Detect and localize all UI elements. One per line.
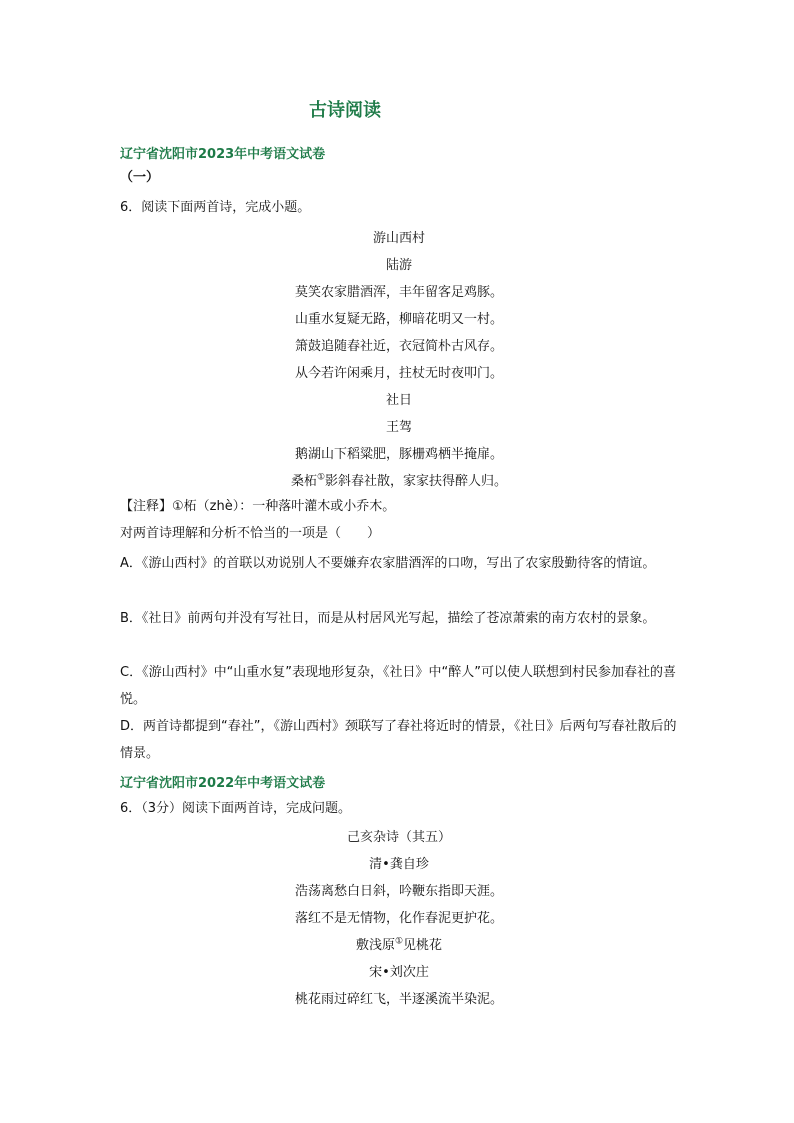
option-b: B．《社日》前两句并没有写社日，而是从村居风光写起，描绘了苍凉萧索的南方农村的景象。: [120, 611, 656, 626]
poem-line-part: 影斜春社散，家家扶得醉人归。: [325, 474, 508, 489]
poem-line: 浩荡离愁白日斜，吟鞭东指即天涯。: [294, 884, 503, 899]
poem-author-liucizhuang: 宋•刘次庄: [369, 965, 429, 980]
poem-title-sheri: 社日: [385, 393, 412, 408]
poem-title-part: 敷浅原: [355, 938, 395, 953]
part-label: （一）: [120, 170, 160, 185]
poem-title-youshanxicun: 游山西村: [372, 231, 425, 246]
option-c: C．《游山西村》中“山重水复”表现地形复杂，《社日》中“醉人”可以使人联想到村民参加春社的喜悦。: [120, 665, 677, 707]
poem-author-wangjia: 王驾: [385, 420, 412, 435]
poem-line: 桃花雨过碎红飞，半逐溪流半染泥。: [294, 992, 503, 1007]
poem-line: 山重水复疑无路，柳暗花明又一村。: [294, 312, 503, 327]
page-title: 古诗阅读: [309, 100, 381, 121]
footnote-marker: ①: [394, 936, 404, 947]
poem-line: 莫笑农家腊酒浑，丰年留客足鸡豚。: [294, 285, 503, 300]
question-stem: 对两首诗理解和分析不恰当的一项是（ ）: [120, 526, 381, 541]
option-d: D．两首诗都提到“春社”，《游山西村》颈联写了春社将近时的情景，《社日》后两句写春社散后的情景。: [120, 719, 677, 761]
poem-line: 从今若许闲乘月，拄杖无时夜叩门。: [294, 366, 503, 381]
poem-line-part: 桑柘: [290, 474, 317, 489]
source-heading-2023: 辽宁省沈阳市2023年中考语文试卷: [120, 147, 326, 162]
option-a: A．《游山西村》的首联以劝说别人不要嫌弃农家腊酒浑的口吻，写出了农家殷勤待客的情谊。: [120, 556, 656, 571]
question-6-2022: 6．（3分）阅读下面两首诗，完成问题。: [120, 801, 352, 816]
poem-line: [120, 470, 678, 489]
annotation-note: 【注释】①柘（zhè）：一种落叶灌木或小乔木。: [120, 499, 396, 514]
poem-title-fuqianyuan: [120, 934, 678, 953]
poem-title-part: 见桃花: [403, 938, 443, 953]
source-heading-2022: 辽宁省沈阳市2022年中考语文试卷: [120, 776, 326, 791]
poem-author-luyou: 陆游: [385, 258, 412, 273]
poem-line: 落红不是无情物，化作春泥更护花。: [294, 911, 503, 926]
poem-author-gongzizhen: 清•龚自珍: [369, 857, 429, 872]
question-6-2023: 6．阅读下面两首诗，完成小题。: [120, 200, 311, 215]
footnote-marker: ①: [316, 472, 326, 483]
poem-line: 鹅湖山下稻粱肥，豚栅鸡栖半掩扉。: [294, 447, 503, 462]
poem-title-jihaizashi: 己亥杂诗（其五）: [346, 830, 451, 845]
poem-line: 箫鼓追随春社近，衣冠简朴古风存。: [294, 339, 503, 354]
